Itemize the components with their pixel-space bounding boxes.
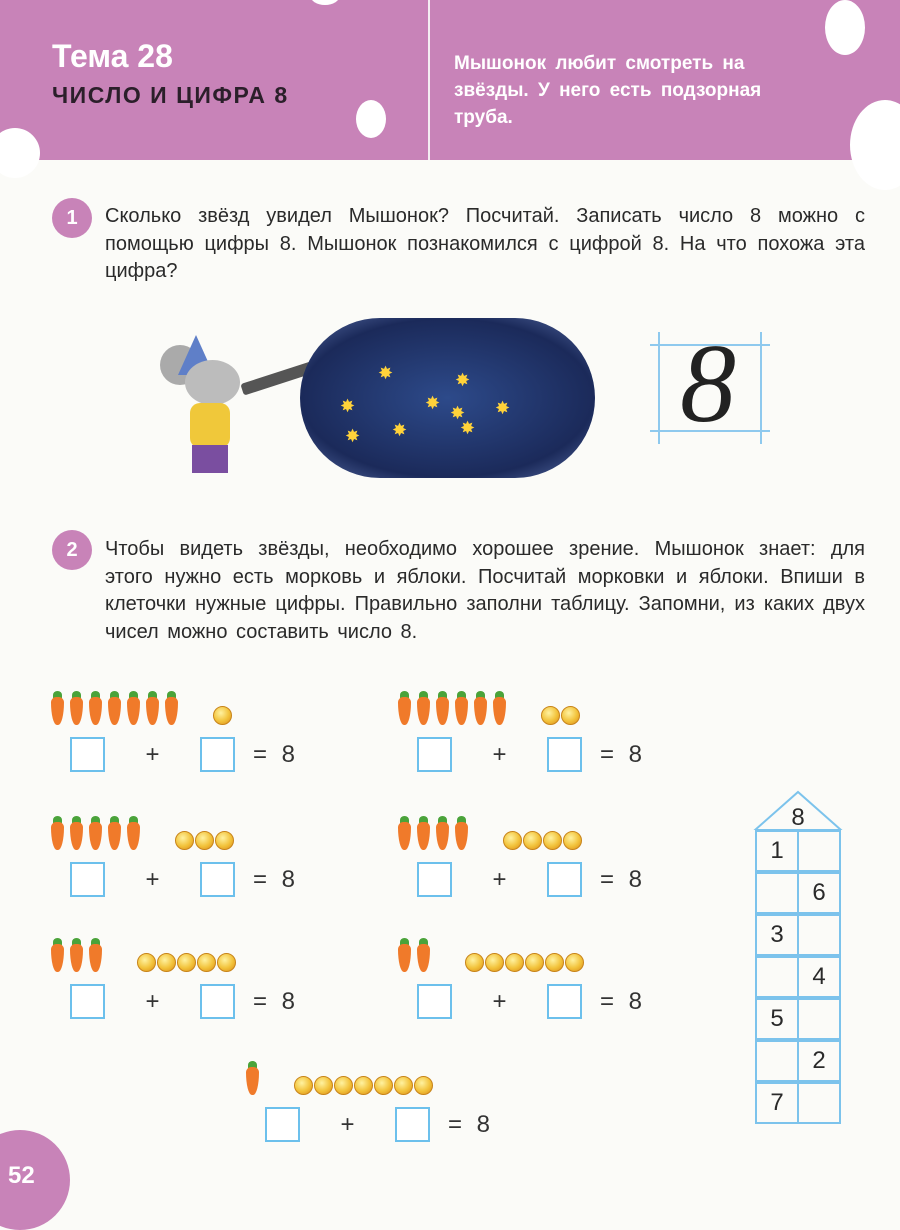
apple-icon bbox=[374, 1076, 393, 1095]
carrots-and-apples bbox=[50, 932, 237, 972]
carrot-icon bbox=[69, 691, 84, 725]
plus-sign: + bbox=[492, 987, 507, 1015]
carrots-and-apples bbox=[397, 810, 583, 850]
carrot-icon bbox=[416, 938, 431, 972]
carrots-and-apples bbox=[245, 1055, 434, 1095]
plus-sign: + bbox=[145, 740, 160, 768]
apple-icon bbox=[394, 1076, 413, 1095]
house-cell: 1 bbox=[755, 830, 799, 872]
carrot-icon bbox=[88, 938, 103, 972]
carrot-icon bbox=[473, 691, 488, 725]
apple-icon bbox=[465, 953, 484, 972]
equation-result: = 8 bbox=[253, 740, 296, 768]
answer-box-apples[interactable] bbox=[395, 1107, 430, 1142]
answer-box-apples[interactable] bbox=[200, 737, 235, 772]
exercise-3 bbox=[50, 810, 380, 920]
house-cell[interactable] bbox=[797, 1082, 841, 1124]
equation-result: = 8 bbox=[600, 740, 643, 768]
star-icon: ✸ bbox=[455, 370, 471, 390]
plus-sign: + bbox=[145, 865, 160, 893]
carrot-icon bbox=[397, 691, 412, 725]
plus-sign: + bbox=[340, 1110, 355, 1138]
night-sky bbox=[300, 318, 595, 478]
star-icon: ✸ bbox=[450, 403, 466, 423]
house-cell: 3 bbox=[755, 914, 799, 956]
house-cell: 6 bbox=[797, 872, 841, 914]
digit-writing-sample bbox=[650, 322, 770, 446]
carrot-icon bbox=[245, 1061, 260, 1095]
answer-box-carrots[interactable] bbox=[265, 1107, 300, 1142]
carrot-icon bbox=[397, 938, 412, 972]
carrot-icon bbox=[435, 691, 450, 725]
equation-result: = 8 bbox=[600, 987, 643, 1015]
answer-box-carrots[interactable] bbox=[417, 984, 452, 1019]
digit-eight: 8 bbox=[680, 322, 736, 446]
carrot-icon bbox=[416, 691, 431, 725]
apple-icon bbox=[561, 706, 580, 725]
apple-icon bbox=[565, 953, 584, 972]
star-icon: ✸ bbox=[460, 418, 476, 438]
house-cell[interactable] bbox=[797, 830, 841, 872]
decor-dot bbox=[0, 128, 40, 178]
apple-icon bbox=[354, 1076, 373, 1095]
apple-icon bbox=[157, 953, 176, 972]
carrot-icon bbox=[435, 816, 450, 850]
task1-text: Сколько звёзд увидел Мышонок? Посчитай. Записать число 8 можно с помощью цифры 8. Мышонок познакомился с цифрой 8. На что похожа эта цифра? bbox=[105, 205, 865, 282]
answer-box-carrots[interactable] bbox=[70, 862, 105, 897]
star-icon: ✸ bbox=[340, 396, 356, 416]
carrot-icon bbox=[164, 691, 179, 725]
carrot-icon bbox=[107, 691, 122, 725]
carrot-icon bbox=[126, 816, 141, 850]
plus-sign: + bbox=[145, 987, 160, 1015]
header-divider bbox=[428, 0, 430, 160]
plus-sign: + bbox=[492, 740, 507, 768]
star-icon: ✸ bbox=[378, 363, 394, 383]
apple-icon bbox=[197, 953, 216, 972]
topic-title: ЧИСЛО И ЦИФРА 8 bbox=[52, 82, 289, 108]
carrots-and-apples bbox=[397, 932, 585, 972]
apple-icon bbox=[523, 831, 542, 850]
apple-icon bbox=[541, 706, 560, 725]
equation-result: = 8 bbox=[253, 987, 296, 1015]
apple-icon bbox=[215, 831, 234, 850]
apple-icon bbox=[485, 953, 504, 972]
mouse-illustration bbox=[150, 335, 280, 485]
star-icon: ✸ bbox=[392, 420, 408, 440]
apple-icon bbox=[137, 953, 156, 972]
answer-box-apples[interactable] bbox=[547, 737, 582, 772]
apple-icon bbox=[177, 953, 196, 972]
apple-icon bbox=[545, 953, 564, 972]
apple-icon bbox=[334, 1076, 353, 1095]
decor-dot bbox=[850, 100, 900, 190]
apple-icon bbox=[314, 1076, 333, 1095]
exercise-1 bbox=[50, 685, 380, 795]
apple-icon bbox=[217, 953, 236, 972]
carrot-icon bbox=[50, 691, 65, 725]
house-cell: 5 bbox=[755, 998, 799, 1040]
apple-icon bbox=[213, 706, 232, 725]
task2-text: Чтобы видеть звёзды, необходимо хорошее зрение. Мышонок знает: для этого нужно есть морковь и яблоки. Посчитай морковки и яблоки. Впиши в клеточки нужные цифры. Правильно заполни таблицу. Запомни, из каких двух чисел можно составить число 8. bbox=[105, 538, 865, 643]
exercise-4 bbox=[397, 810, 727, 920]
answer-box-apples[interactable] bbox=[200, 862, 235, 897]
carrots-and-apples bbox=[50, 685, 233, 725]
house-cell: 7 bbox=[755, 1082, 799, 1124]
carrot-icon bbox=[107, 816, 122, 850]
equation-result: = 8 bbox=[600, 865, 643, 893]
carrot-icon bbox=[88, 816, 103, 850]
star-icon: ✸ bbox=[425, 393, 441, 413]
decor-dot bbox=[310, 0, 340, 5]
page-number: 52 bbox=[0, 1130, 70, 1230]
exercise-7 bbox=[245, 1055, 575, 1165]
house-cell[interactable] bbox=[755, 1040, 799, 1082]
topic-number: Тема 28 bbox=[52, 38, 173, 74]
answer-box-carrots[interactable] bbox=[70, 737, 105, 772]
carrots-and-apples bbox=[397, 685, 581, 725]
house-cell: 4 bbox=[797, 956, 841, 998]
star-icon: ✸ bbox=[495, 398, 511, 418]
carrot-icon bbox=[50, 816, 65, 850]
apple-icon bbox=[195, 831, 214, 850]
equation-result: = 8 bbox=[448, 1110, 491, 1138]
carrot-icon bbox=[397, 816, 412, 850]
house-cell[interactable] bbox=[755, 956, 799, 998]
star-icon: ✸ bbox=[345, 426, 361, 446]
carrot-icon bbox=[69, 816, 84, 850]
plus-sign: + bbox=[492, 865, 507, 893]
apple-icon bbox=[543, 831, 562, 850]
answer-box-apples[interactable] bbox=[200, 984, 235, 1019]
apple-icon bbox=[563, 831, 582, 850]
carrot-icon bbox=[69, 938, 84, 972]
carrots-and-apples bbox=[50, 810, 235, 850]
carrot-icon bbox=[88, 691, 103, 725]
answer-box-carrots[interactable] bbox=[70, 984, 105, 1019]
carrot-icon bbox=[126, 691, 141, 725]
carrot-icon bbox=[492, 691, 507, 725]
house-cell[interactable] bbox=[755, 872, 799, 914]
exercise-6 bbox=[397, 932, 727, 1042]
house-cell[interactable] bbox=[797, 914, 841, 956]
carrot-icon bbox=[454, 816, 469, 850]
answer-box-apples[interactable] bbox=[547, 984, 582, 1019]
apple-icon bbox=[294, 1076, 313, 1095]
answer-box-carrots[interactable] bbox=[417, 862, 452, 897]
equation-result: = 8 bbox=[253, 865, 296, 893]
topic-header bbox=[0, 0, 900, 160]
task-number-badge: 1 bbox=[52, 198, 92, 238]
intro-text: Мышонок любит смотреть на звёзды. У него есть подзорная труба. bbox=[454, 53, 762, 128]
apple-icon bbox=[505, 953, 524, 972]
decor-dot bbox=[356, 100, 386, 138]
house-roof-number: 8 bbox=[791, 804, 805, 831]
apple-icon bbox=[525, 953, 544, 972]
house-cell[interactable] bbox=[797, 998, 841, 1040]
carrot-icon bbox=[50, 938, 65, 972]
house-cell: 2 bbox=[797, 1040, 841, 1082]
carrot-icon bbox=[454, 691, 469, 725]
carrot-icon bbox=[145, 691, 160, 725]
answer-box-carrots[interactable] bbox=[417, 737, 452, 772]
apple-icon bbox=[414, 1076, 433, 1095]
apple-icon bbox=[503, 831, 522, 850]
apple-icon bbox=[175, 831, 194, 850]
decor-dot bbox=[825, 0, 865, 55]
exercise-2 bbox=[397, 685, 727, 795]
number-house-table bbox=[753, 790, 843, 1130]
exercise-5 bbox=[50, 932, 380, 1042]
task-number-badge: 2 bbox=[52, 530, 92, 570]
answer-box-apples[interactable] bbox=[547, 862, 582, 897]
carrot-icon bbox=[416, 816, 431, 850]
